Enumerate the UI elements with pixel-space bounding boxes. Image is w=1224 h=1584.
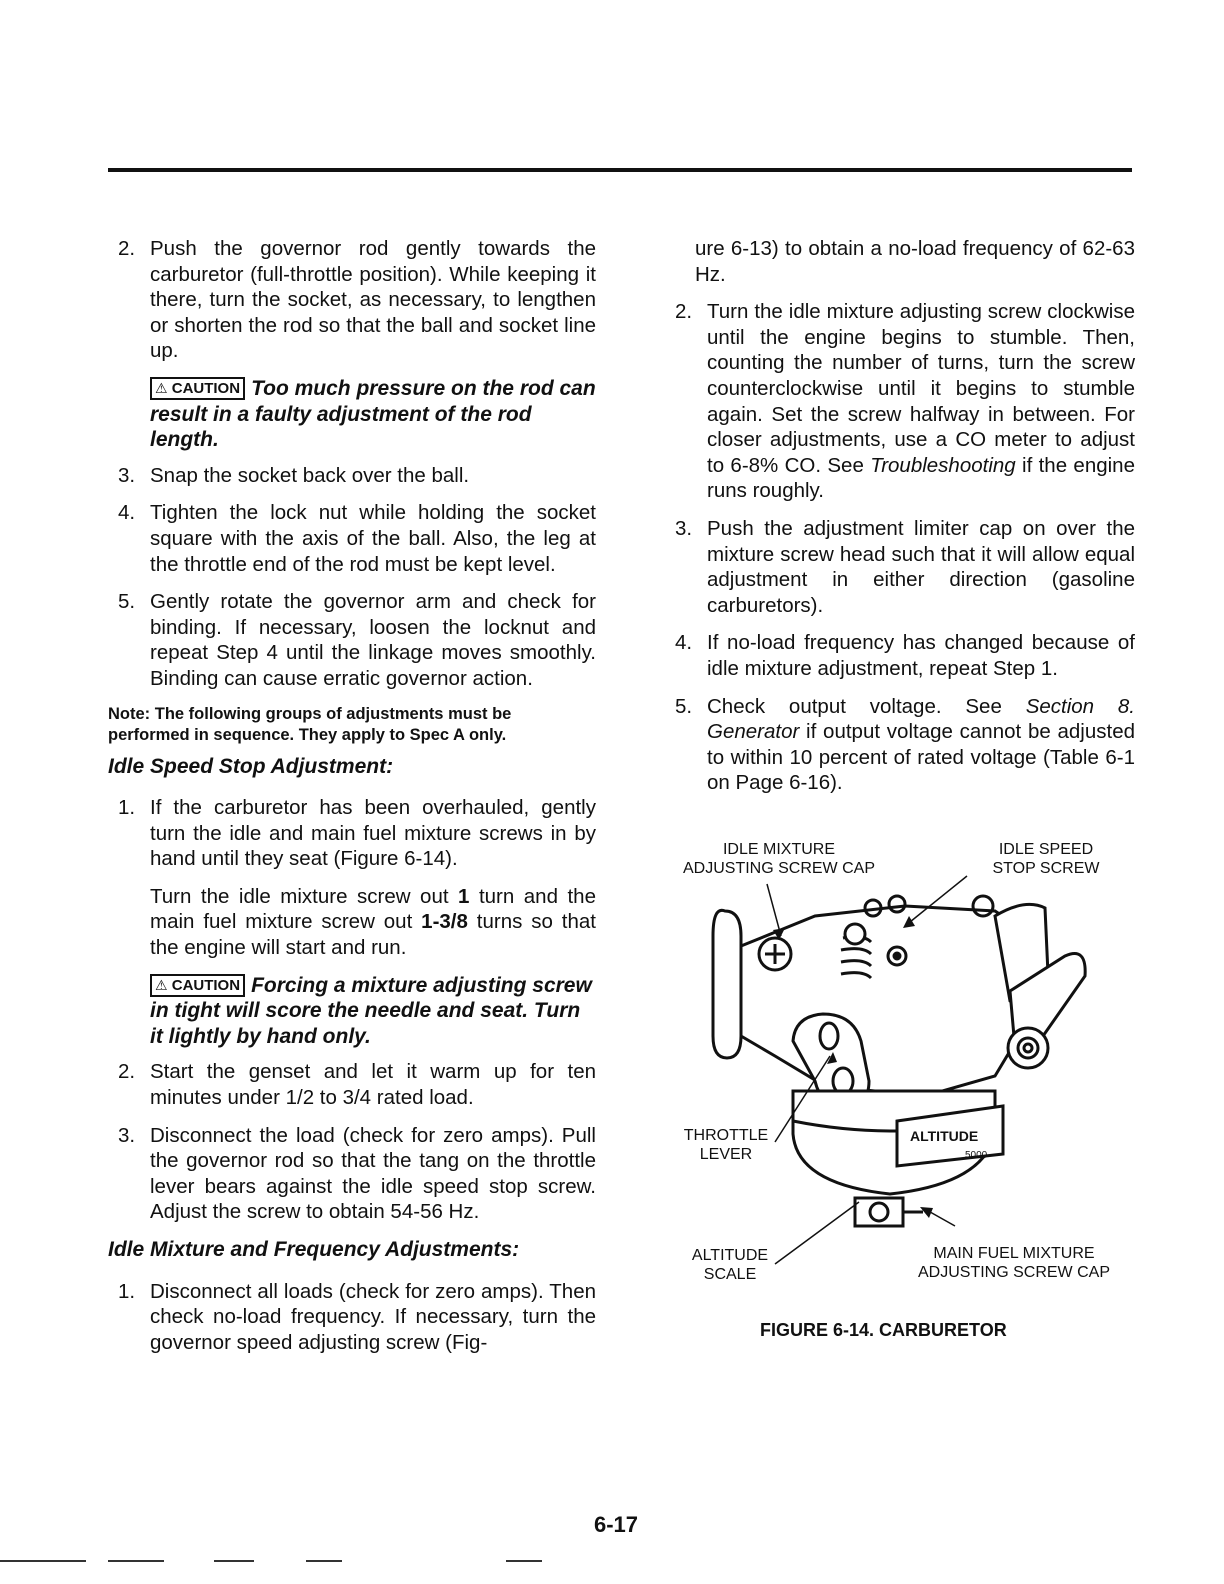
label-idle-speed-stop bbox=[981, 840, 1111, 878]
mixture-step-3 bbox=[665, 516, 1135, 618]
text-part: turns so that the engine will start and run. bbox=[150, 910, 596, 960]
step-text: Tighten the lock nut while holding the socket square with the axis of the ball. Also, the leg at the throttle end of the rod must be kept level. bbox=[150, 501, 596, 576]
label-main-fuel-mixture bbox=[899, 1244, 1129, 1282]
caution-text: Forcing a mixture adjusting screw in tight will score the needle and seat. Turn it lightly by hand only. bbox=[150, 973, 592, 1048]
footer-rule bbox=[108, 1560, 164, 1562]
step-number: 3. bbox=[675, 516, 693, 540]
caution-label-text: CAUTION bbox=[171, 976, 241, 994]
label-throttle-lever bbox=[671, 1126, 781, 1164]
step-text: Disconnect the load (check for zero amps). Pull the governor rod so that the tang on the throttle lever bears against the idle speed stop screw. Adjust the screw to obtain 54-56 Hz. bbox=[150, 1123, 596, 1224]
text-part: Turn the idle mixture screw out bbox=[150, 884, 459, 908]
step-2 bbox=[108, 236, 596, 364]
caution-text: Too much pressure on the rod can result in a faulty adjustment of the rod length. bbox=[150, 376, 596, 452]
troubleshooting-reference: Troubleshooting bbox=[870, 453, 1016, 477]
step-4 bbox=[108, 500, 596, 577]
step-number: 1. bbox=[118, 796, 136, 820]
header-rule bbox=[108, 168, 1132, 172]
bold-value: 1-3/8 bbox=[421, 910, 468, 934]
mixture-step-2 bbox=[665, 299, 1135, 504]
mixture-step-1-continued: ure 6-13) to obtain a no-load frequency of 62-63 Hz. bbox=[695, 237, 1135, 286]
caution-mixture-screw bbox=[108, 973, 596, 1050]
label-line: SCALE bbox=[703, 1266, 757, 1283]
step-number: 2. bbox=[118, 1060, 136, 1084]
label-line: MAIN FUEL MIXTURE bbox=[933, 1245, 1095, 1262]
caution-label bbox=[150, 974, 245, 997]
bold-value: 1 bbox=[458, 884, 470, 908]
carburetor-figure bbox=[665, 836, 1135, 1306]
step-number: 3. bbox=[118, 463, 136, 487]
altitude-plate-number: 5000 bbox=[965, 1150, 988, 1161]
caution-label bbox=[150, 377, 245, 400]
step-text: Gently rotate the governor arm and check for binding. If necessary, loosen the locknut and repeat Step 4 until the linkage moves smoothly. Binding can cause erratic governor action. bbox=[150, 590, 596, 690]
step-number: 1. bbox=[118, 1279, 136, 1303]
text-part: turn and the main fuel mixture screw out bbox=[150, 884, 596, 934]
left-column bbox=[108, 236, 596, 1367]
step-number: 2. bbox=[675, 300, 693, 324]
heading-idle-speed-stop: Idle Speed Stop Adjustment: bbox=[108, 754, 394, 778]
mixture-step-4 bbox=[665, 630, 1135, 681]
heading-idle-mixture-frequency: Idle Mixture and Frequency Adjustments: bbox=[108, 1238, 520, 1261]
mixture-step-1 bbox=[108, 1279, 596, 1356]
step-number: 2. bbox=[118, 237, 136, 260]
step-text: if the engine runs roughly. bbox=[707, 453, 1135, 503]
carburetor-drawing bbox=[665, 836, 1135, 1306]
step-text: Snap the socket back over the ball. bbox=[150, 463, 470, 487]
idle-step-2 bbox=[108, 1059, 596, 1110]
step-text: if output voltage cannot be adjusted to within 10 percent of rated voltage (Table 6-1 on Page 6-16). bbox=[707, 720, 1135, 795]
label-line: LEVER bbox=[699, 1146, 753, 1163]
step-3 bbox=[108, 463, 596, 489]
step-text: Push the governor rod gently towards the carburetor (full-throttle position). While keeping it there, turn the socket, as necessary, to lengthen or shorten the rod so that the ball and socket line up. bbox=[150, 237, 596, 363]
step-text: If the carburetor has been overhauled, gently turn the idle and main fuel mixture screws in by hand until they seat (Figure 6-14). bbox=[150, 796, 596, 871]
label-line: ADJUSTING SCREW CAP bbox=[682, 860, 875, 877]
step-text: Start the genset and let it warm up for ten minutes under 1/2 to 3/4 rated load. bbox=[150, 1060, 596, 1110]
step-number: 5. bbox=[118, 590, 136, 614]
step-text: Disconnect all loads (check for zero amps). Then check no-load frequency. If necessary, turn the governor speed adjusting screw (Fig- bbox=[150, 1279, 596, 1354]
caution-rod-pressure bbox=[108, 376, 596, 453]
footer-rule bbox=[214, 1560, 254, 1562]
page-number: 6-17 bbox=[594, 1512, 639, 1537]
footer-rule bbox=[306, 1560, 342, 1562]
sequence-note: Note: The following groups of adjustments must be performed in sequence. They apply to Spec A only. bbox=[108, 704, 512, 744]
warning-triangle-icon: ⚠ bbox=[155, 976, 168, 993]
step-number: 5. bbox=[675, 694, 693, 718]
idle-step-3 bbox=[108, 1123, 596, 1225]
label-altitude-scale bbox=[675, 1246, 785, 1284]
label-line: THROTTLE bbox=[683, 1127, 769, 1144]
step-text: If no-load frequency has changed because of idle mixture adjustment, repeat Step 1. bbox=[707, 631, 1135, 680]
footer-rule bbox=[0, 1560, 86, 1562]
label-line: STOP SCREW bbox=[992, 860, 1100, 877]
mixture-step-5 bbox=[665, 694, 1135, 796]
step-number: 4. bbox=[675, 631, 693, 655]
step-5 bbox=[108, 589, 596, 691]
right-column bbox=[665, 236, 1135, 808]
step-text: Check output voltage. See bbox=[707, 694, 1026, 718]
step-number: 4. bbox=[118, 501, 136, 525]
caution-label-text: CAUTION bbox=[171, 379, 241, 397]
label-line: ALTITUDE bbox=[691, 1247, 769, 1264]
label-line: IDLE SPEED bbox=[998, 841, 1094, 858]
section-reference: Section 8. Generator bbox=[707, 694, 1135, 744]
label-line: ADJUSTING SCREW CAP bbox=[917, 1264, 1110, 1281]
step-text: Push the adjustment limiter cap on over the mixture screw head such that it will allow equal adjustment in either direction (gasoline carburetors). bbox=[707, 516, 1135, 617]
warning-triangle-icon: ⚠ bbox=[155, 379, 168, 396]
idle-step-1-continued bbox=[108, 884, 596, 961]
altitude-plate-text: ALTITUDE bbox=[910, 1128, 979, 1144]
step-text: Turn the idle mixture adjusting screw clockwise until the engine begins to stumble. Then, counting the number of turns, turn the screw counterclockwise until it begins to stumble again. Set the screw halfway in between. For closer adjustments, use a CO meter to adjust to 6-8% CO. See bbox=[707, 300, 1135, 477]
step-number: 3. bbox=[118, 1123, 136, 1147]
idle-step-1 bbox=[108, 795, 596, 872]
label-line: IDLE MIXTURE bbox=[722, 841, 835, 858]
figure-caption: FIGURE 6-14. CARBURETOR bbox=[760, 1320, 1007, 1340]
label-idle-mixture bbox=[669, 840, 889, 878]
footer-rule bbox=[506, 1560, 542, 1562]
